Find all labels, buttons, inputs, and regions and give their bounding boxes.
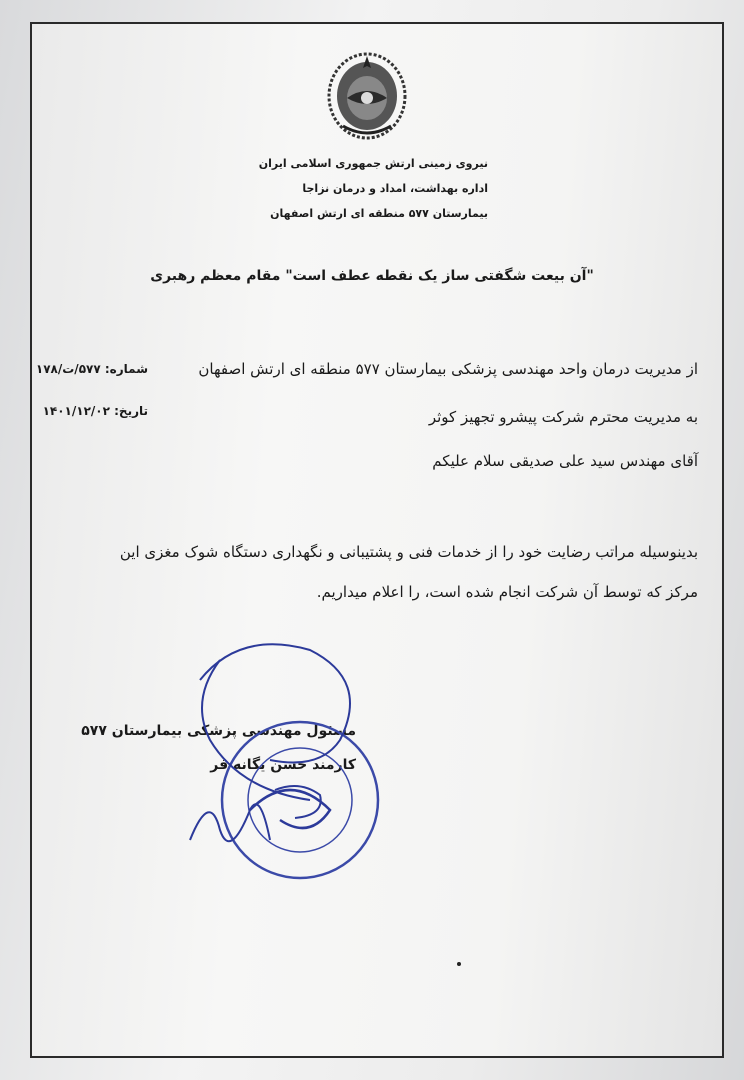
header-line-2: اداره بهداشت، امداد و درمان نزاجا (302, 182, 488, 195)
letter-date: تاریخ: ۱۴۰۱/۱۲/۰۲ (42, 404, 148, 418)
header-line-3: بیمارستان ۵۷۷ منطقه ای ارتش اصفهان (270, 207, 488, 220)
letter-to: به مدیریت محترم شرکت پیشرو تجهیز کوثر (428, 408, 698, 426)
letter-body-line-1: بدینوسیله مراتب رضایت خود را از خدمات فنی و پشتیبانی و نگهداری دستگاه شوک مغزی این (119, 543, 698, 561)
motto-quote: "آن بیعت شگفتی ساز یک نقطه عطف است" مقام معظم رهبری (150, 268, 594, 284)
letter-number: شماره: ۵۷۷/ت/۱۷۸ (35, 362, 148, 376)
header-line-1: نیروی زمینی ارتش جمهوری اسلامی ایران (258, 157, 488, 170)
army-emblem-icon (323, 44, 411, 144)
letter-salutation: آقای مهندس سید علی صدیقی سلام علیکم (432, 452, 698, 470)
letter-from: از مدیریت درمان واحد مهندسی پزشکی بیمارستان ۵۷۷ منطقه ای ارتش اصفهان (198, 360, 698, 378)
letter-body-line-2: مرکز که توسط آن شرکت انجام شده است، را اعلام میداریم. (316, 583, 698, 601)
signatory-name: کارمند حسن یگانه فر (210, 757, 356, 773)
letter-sheet (30, 22, 724, 1058)
signatory-title: مسئول مهندسی پزشکی بیمارستان ۵۷۷ (81, 723, 356, 739)
ink-dot (457, 962, 461, 966)
